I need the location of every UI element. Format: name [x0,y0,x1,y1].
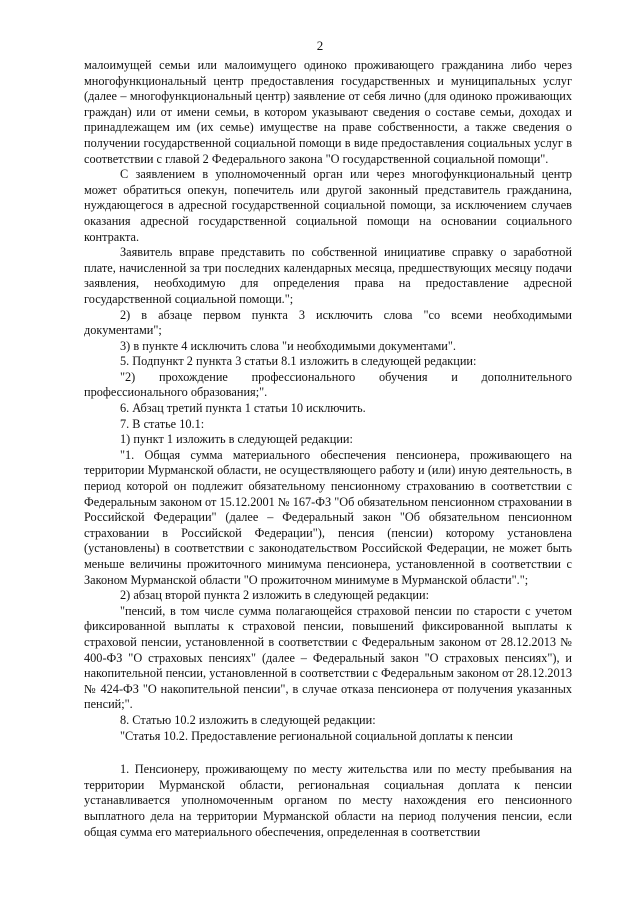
paragraph: 5. Подпункт 2 пункта 3 статьи 8.1 изложить в следующей редакции: [120,354,477,369]
paragraph: 1) пункт 1 изложить в следующей редакции: [120,432,353,447]
paragraph: 2) абзац второй пункта 2 изложить в следующей редакции: [120,588,430,603]
paragraph: 6. Абзац третий пункта 1 статьи 10 исключить. [120,401,366,416]
paragraph: Заявитель вправе представить по собственной инициативе справку о заработной плате, начисленной за три последних календарных месяца, предшествующих месяцу подачи заявления, необходимую для определения права на предоставление адресной государственной социальной помощи."; [84,245,572,306]
paragraph: 1. Пенсионеру, проживающему по месту жительства или по месту пребывания на территории Мурманской области, региональная социальная доплата к пенсии устанавливается уполномоченным органом по месту нахождения его пенсионного выплатного дела на территории Мурманской области на период получения пенсии, если общая сумма его материального обеспечения, определенная в соответствии [84,762,572,839]
paragraph: 7. В статье 10.1: [120,416,205,431]
paragraph: "Статья 10.2. Предоставление региональной социальной доплаты к пенсии [120,728,513,743]
paragraph: "1. Общая сумма материального обеспечения пенсионера, проживающего на территории Мурманской области, не осуществляющего работу и (или) иную деятельность, в период которой он подлежит обязательному пенсионному страхованию в соответствии с Федеральным законом от 15.12.2001 № 167-ФЗ "Об обязательном пенсионном страховании в Российской Федерации" (далее – Федеральный закон "Об обязательном пенсионном страховании в Российской Федерации"), пенсия (пенсии) которому установлена (установлены) в соответствии с законодательством Российской Федерации, не может быть меньше величины прожиточного минимума пенсионера, установленной в соответствии с Законом Мурманской области "О прожиточном минимуме в Мурманской области"."; [84,447,572,587]
paragraph: 8. Статью 10.2 изложить в следующей редакции: [120,712,376,727]
paragraph: малоимущей семьи или малоимущего одиноко проживающего гражданина либо через многофункциональный центр предоставления государственных и муниципальных услуг (далее – многофункциональный центр) заявление от себя лично (для одиноко проживающих граждан) или от имени семьи, в котором указывают сведения о составе семьи, доходах и принадлежащем им (их семье) имуществе на праве собственности, а также сведения о получении государственной социальной помощи в виде предоставления социальных услуг в соответствии с главой 2 Федерального закона "О государственной социальной помощи". [84,58,572,166]
page-number: 2 [316,38,324,53]
paragraph: 2) в абзаце первом пункта 3 исключить слова "со всеми необходимыми документами"; [84,307,572,338]
paragraph-gap [84,744,572,762]
paragraph: 3) в пункте 4 исключить слова "и необходимыми документами". [120,338,456,353]
document-body [84,58,572,840]
paragraph: "2) прохождение профессионального обучения и дополнительного профессионального образования;". [84,369,572,400]
paragraph: С заявлением в уполномоченный орган или через многофункциональный центр может обратиться опекун, попечитель или другой законный представитель гражданина, нуждающегося в адресной государственной социальной помощи, за исключением случаев оказания адресной государственной социальной помощи на основании социального контракта. [84,167,572,244]
paragraph: "пенсий, в том числе сумма полагающейся страховой пенсии по старости с учетом фиксированной выплаты к страховой пенсии, повышений фиксированной выплаты к страховой пенсии, установленной в соответствии с Федеральным законом от 28.12.2013 № 400-ФЗ "О страховых пенсиях" (далее – Федеральный закон "О страховых пенсиях"), и накопительной пенсии, установленной в соответствии с Федеральным законом от 28.12.2013 № 424-ФЗ "О накопительной пенсии", в случае отказа пенсионера от получения указанных пенсий;". [84,603,572,712]
